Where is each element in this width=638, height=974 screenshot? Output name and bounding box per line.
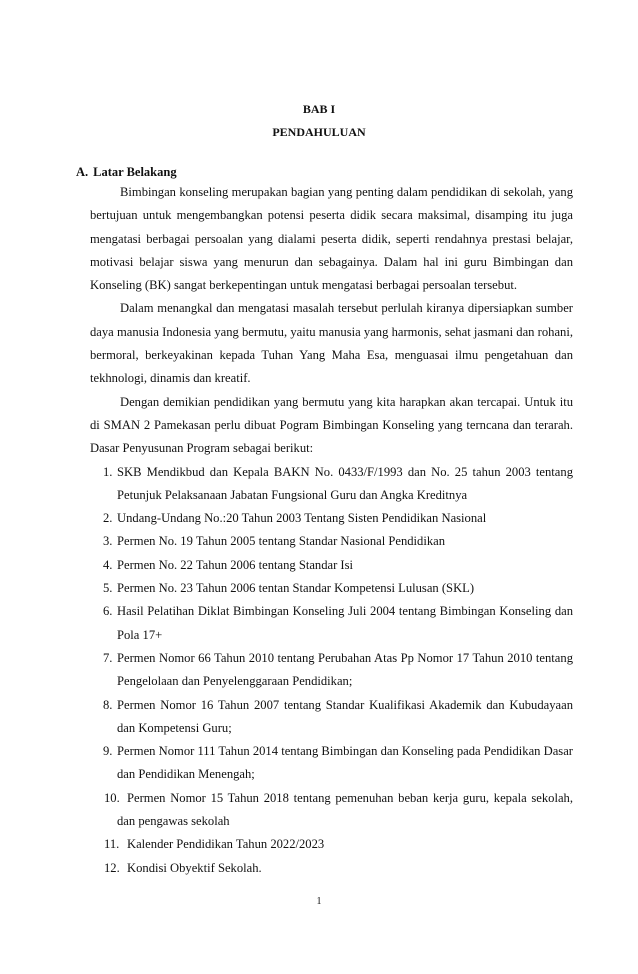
list-number: 7. [103,650,113,665]
list-number: 8. [103,697,113,712]
list-text: Hasil Pelatihan Diklat Bimbingan Konseling Juli 2004 tentang Bimbingan Konseling dan Pola 17+ [117,604,573,642]
list-text: Permen Nomor 15 Tahun 2018 tentang pemenuhan beban kerja guru, kepala sekolah, dan pengawas sekolah [117,790,573,829]
list-item [90,857,573,880]
list-item [90,461,573,508]
paragraph: Bimbingan konseling merupakan bagian yang penting dalam pendidikan di sekolah, yang bertujuan untuk mengembangkan potensi peserta didik secara maksimal, disamping itu juga mengatasi berbagai persoalan yang dialami peserta didik, seperti rendahnya prestasi belajar, motivasi belajar siswa yang menurun dan sebagainya. Dalam hal ini guru Bimbingan dan Konseling (BK) sangat berkepentingan untuk mengatasi berbagai persoalan tersebut. [90,185,573,293]
list-item [90,694,573,741]
list-text: Kalender Pendidikan Tahun 2022/2023 [127,837,325,852]
paragraph: Dalam menangkal dan mengatasi masalah tersebut perlulah kiranya dipersiapkan sumber daya manusia Indonesia yang bermutu, yaitu manusia yang harmonis, sehat jasmani dan rohani, bermoral, berkeyakinan kepada Tuhan Yang Maha Esa, menguasai ilmu pengetahuan dan tekhnologi, dinamis dan kreatif. [90,301,573,386]
list-item [90,647,573,694]
list-text: Permen No. 19 Tahun 2005 tentang Standar Nasional Pendidikan [117,534,446,549]
list-text: Permen Nomor 111 Tahun 2014 tentang Bimbingan dan Konseling pada Pendidikan Dasar dan Pendidikan Menengah; [117,744,573,782]
list-number: 9. [103,744,113,759]
list-item [90,530,573,553]
list-number: 11. [104,837,120,852]
list-item [90,507,573,530]
page-number: 1 [316,896,322,907]
list-number: 3. [103,534,113,549]
list-item [90,600,573,647]
list-number: 10. [104,790,120,805]
list-item [90,740,573,787]
paragraph: Dengan demikian pendidikan yang bermutu yang kita harapkan akan tercapai. Untuk itu di SMAN 2 Pamekasan perlu dibuat Pogram Bimbingan Konseling yang terncana dan terarah. Dasar Penyusunan Program sebagai berikut: [90,394,573,456]
list-text: Kondisi Obyektif Sekolah. [127,860,262,875]
list-item [90,577,573,600]
list-text: Permen Nomor 66 Tahun 2010 tentang Perubahan Atas Pp Nomor 17 Tahun 2010 tentang Pengelolaan dan Penyelenggaraan Pendidikan; [117,650,573,689]
list-number: 6. [103,604,113,619]
section-title: Latar Belakang [93,165,177,179]
chapter-number: BAB I [302,102,336,116]
list-number: 2. [103,511,113,526]
list-number: 4. [103,557,113,572]
list-text: Permen No. 23 Tahun 2006 tentan Standar Kompetensi Lulusan (SKL) [117,581,475,596]
chapter-title: PENDAHULUAN [272,125,366,139]
reference-list [90,461,573,880]
list-number: 1. [103,464,113,479]
section-body [90,181,573,880]
list-text: SKB Mendikbud dan Kepala BAKN No. 0433/F/1993 dan No. 25 tahun 2003 tentang Petunjuk Pelaksanaan Jabatan Fungsional Guru dan Angka Kreditnya [117,464,573,502]
list-item [90,787,573,834]
section-label: A. [76,165,89,179]
list-item [90,833,573,856]
list-text: Permen No. 22 Tahun 2006 tentang Standar Isi [117,557,354,572]
list-item [90,554,573,577]
section-heading [76,165,177,179]
list-text: Permen Nomor 16 Tahun 2007 tentang Standar Kualifikasi Akademik dan Kubudayaan dan Kompetensi Guru; [117,697,573,735]
list-text: Undang-Undang No.:20 Tahun 2003 Tentang Sisten Pendidikan Nasional [117,511,487,526]
list-number: 5. [103,581,113,596]
list-number: 12. [104,860,120,875]
